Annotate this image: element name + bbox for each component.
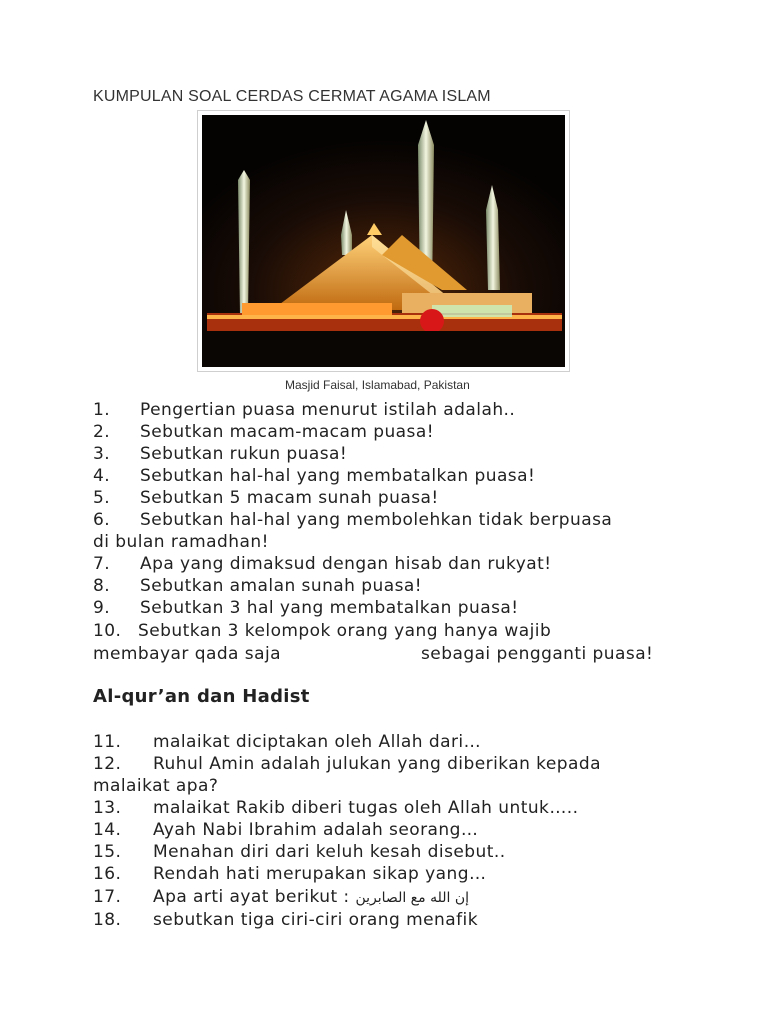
photo-caption: Masjid Faisal, Islamabad, Pakistan [285, 378, 470, 392]
list-item: 8. Sebutkan amalan sunah puasa! [93, 576, 423, 596]
list-item: 16. Rendah hati merupakan sikap yang… [93, 864, 487, 884]
list-item: 14. Ayah Nabi Ibrahim adalah seorang… [93, 820, 479, 840]
list-item: 9. Sebutkan 3 hal yang membatalkan puasa! [93, 598, 519, 618]
list-item: 3. Sebutkan rukun puasa! [93, 444, 348, 464]
mosque-illustration [202, 115, 565, 367]
list-item: 7. Apa yang dimaksud dengan hisab dan rukyat! [93, 554, 552, 574]
list-item: 5. Sebutkan 5 macam sunah puasa! [93, 488, 439, 508]
list-item: 17. Apa arti ayat berikut : إن الله مع الصابرين [93, 887, 469, 907]
list-item: 11. malaikat diciptakan oleh Allah dari… [93, 732, 482, 752]
document-title: KUMPULAN SOAL CERDAS CERMAT AGAMA ISLAM [93, 88, 491, 105]
list-item: 10. Sebutkan 3 kelompok orang yang hanya wajib [93, 621, 552, 641]
mosque-photo [197, 110, 570, 372]
list-item: 18. sebutkan tiga ciri-ciri orang menafik [93, 910, 478, 930]
section-heading: Al-qur’an dan Hadist [93, 686, 310, 707]
list-item-continuation: membayar qada saja [93, 644, 281, 664]
list-item: 13. malaikat Rakib diberi tugas oleh Allah untuk….. [93, 798, 579, 818]
list-item: 4. Sebutkan hal-hal yang membatalkan puasa! [93, 466, 536, 486]
list-item-continuation: malaikat apa? [93, 776, 219, 796]
list-item: 12. Ruhul Amin adalah julukan yang diberikan kepada [93, 754, 602, 774]
list-item: 6. Sebutkan hal-hal yang membolehkan tidak berpuasa [93, 510, 613, 530]
list-item: 15. Menahan diri dari keluh kesah disebut.. [93, 842, 506, 862]
list-item: 1. Pengertian puasa menurut istilah adalah.. [93, 400, 516, 420]
list-item-continuation: sebagai pengganti puasa! [421, 644, 654, 664]
list-item: 2. Sebutkan macam-macam puasa! [93, 422, 434, 442]
arabic-verse: إن الله مع الصابرين [355, 890, 469, 906]
list-item-continuation: di bulan ramadhan! [93, 532, 269, 552]
